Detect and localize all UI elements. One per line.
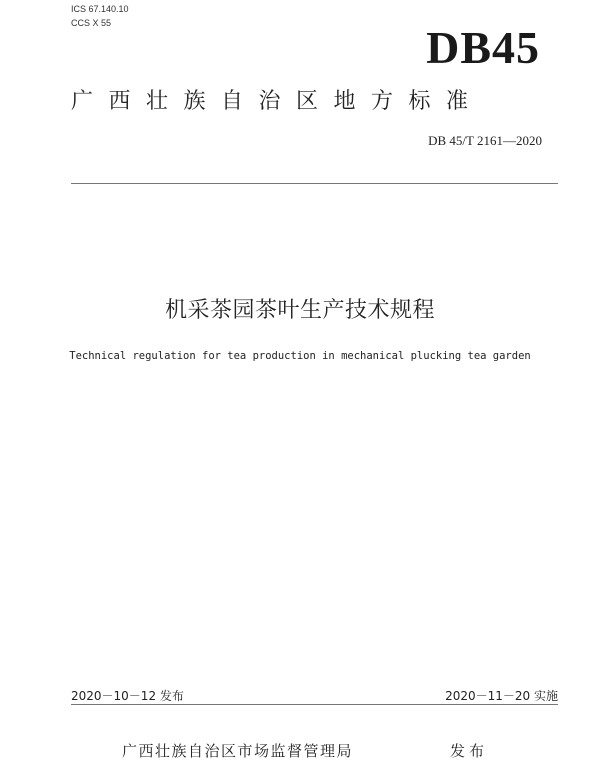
document-title-chinese: 机采茶园茶叶生产技术规程 bbox=[164, 298, 435, 323]
classification-codes bbox=[71, 2, 129, 30]
document-title-english: Technical regulation for tea production in mechanical plucking tea garden bbox=[69, 350, 531, 362]
implementation-date: 2020－11－20 实施 bbox=[445, 689, 558, 703]
issue-date: 2020－10－12 发布 bbox=[71, 689, 184, 703]
publisher-name: 广西壮族自治区市场监督管理局 bbox=[122, 742, 354, 760]
publish-label: 发布 bbox=[450, 742, 489, 760]
db-standard-mark: DB45 bbox=[426, 22, 540, 73]
standard-type-heading: 广西壮族自治区地方标准 bbox=[71, 89, 484, 114]
top-divider bbox=[71, 183, 558, 184]
ics-code: ICS 67.140.10 bbox=[71, 4, 129, 14]
bottom-divider bbox=[71, 704, 558, 705]
standard-number: DB 45/T 2161—2020 bbox=[428, 133, 542, 148]
ccs-code: CCS X 55 bbox=[71, 18, 112, 28]
